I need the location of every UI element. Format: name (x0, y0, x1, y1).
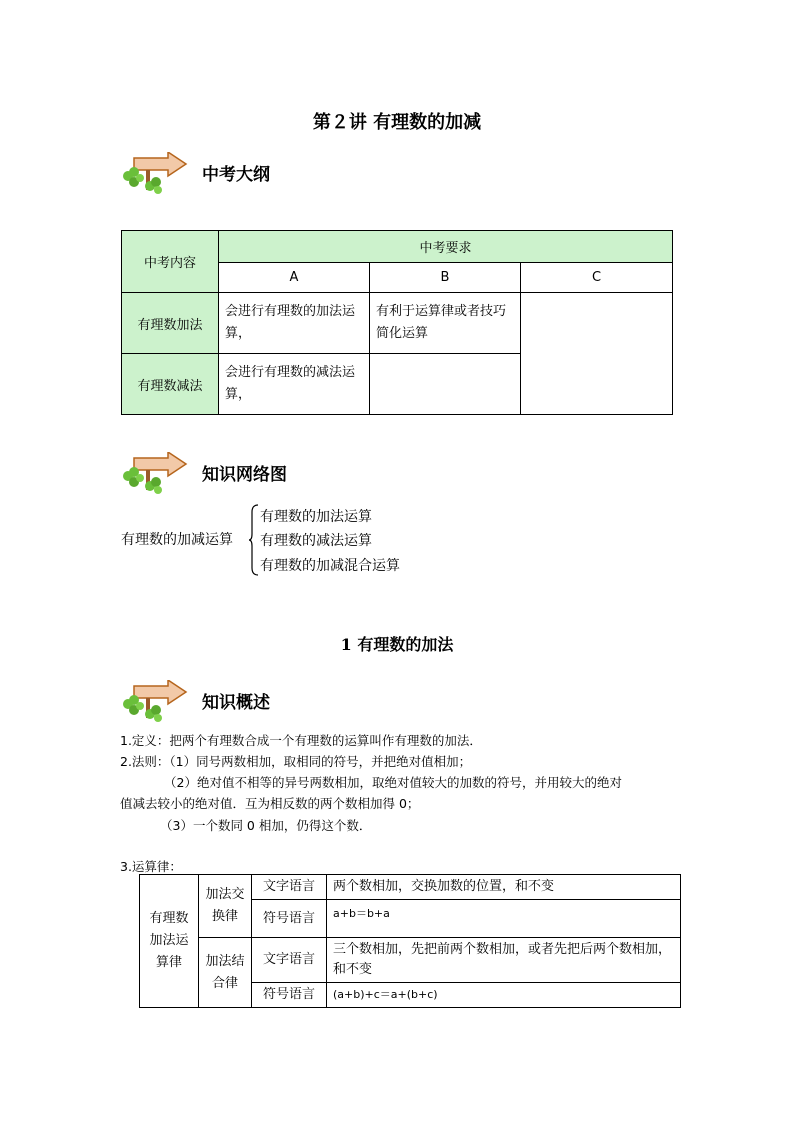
row-b: 有利于运算律或者技巧简化运算 (370, 293, 521, 354)
row-a: 会进行有理数的减法运算， (219, 354, 370, 415)
laws-group: 有理数加法运算律 (140, 875, 199, 1008)
page-title: 第２讲 有理数的加减 (312, 112, 482, 133)
law-sym: (a+b)+c＝a+(b+c) (327, 983, 681, 1008)
network-root: 有理数的加减运算 (121, 532, 233, 548)
law-sym-label: 符号语言 (252, 983, 327, 1008)
heading-label: 知识概述 (202, 693, 270, 713)
clover-arrow-icon (120, 680, 190, 724)
overview-rule-2b: 值减去较小的绝对值．互为相反数的两个数相加得 0； (120, 796, 420, 811)
section-title: 1 有理数的加法 (340, 635, 454, 654)
law-word-label: 文字语言 (252, 875, 327, 900)
header-requirement: 中考要求 (219, 231, 673, 263)
header-content: 中考内容 (122, 231, 219, 293)
row-c (521, 293, 673, 415)
law-word: 三个数相加，先把前两个数相加，或者先把后两个数相加，和不变 (327, 938, 681, 983)
row-name: 有理数加法 (122, 293, 219, 354)
row-name: 有理数减法 (122, 354, 219, 415)
overview-rule-2a: （2）绝对值不相等的异号两数相加，取绝对值较大的加数的符号，并用较大的绝对 (164, 775, 622, 790)
row-a: 会进行有理数的加法运算， (219, 293, 370, 354)
law-sym: a+b＝b+a (327, 900, 681, 938)
overview-rule-1: 2.法则：（1）同号两数相加，取相同的符号，并把绝对值相加； (120, 754, 472, 769)
network-item: 有理数的加法运算 (260, 509, 372, 525)
level-b: B (370, 263, 521, 293)
law-name: 加法结合律 (199, 938, 252, 1008)
law-name: 加法交换律 (199, 875, 252, 938)
law-word: 两个数相加，交换加数的位置，和不变 (327, 875, 681, 900)
clover-arrow-icon (120, 452, 190, 496)
laws-table (139, 874, 681, 1008)
heading-label: 中考大纲 (202, 165, 270, 185)
clover-arrow-icon (120, 152, 190, 196)
brace-icon (249, 504, 259, 576)
law-sym-label: 符号语言 (252, 900, 327, 938)
level-c: C (521, 263, 673, 293)
heading-label: 知识网络图 (202, 465, 287, 485)
overview-rule-3: （3）一个数同 0 相加，仍得这个数． (160, 818, 372, 833)
law-word-label: 文字语言 (252, 938, 327, 983)
row-b (370, 354, 521, 415)
network-item: 有理数的加减混合运算 (260, 558, 400, 574)
level-a: A (219, 263, 370, 293)
overview-laws-label: 3.运算律： (120, 859, 182, 874)
overview-definition: 1.定义：把两个有理数合成一个有理数的运算叫作有理数的加法． (120, 733, 482, 748)
requirements-table (121, 230, 673, 415)
network-item: 有理数的减法运算 (260, 533, 372, 549)
